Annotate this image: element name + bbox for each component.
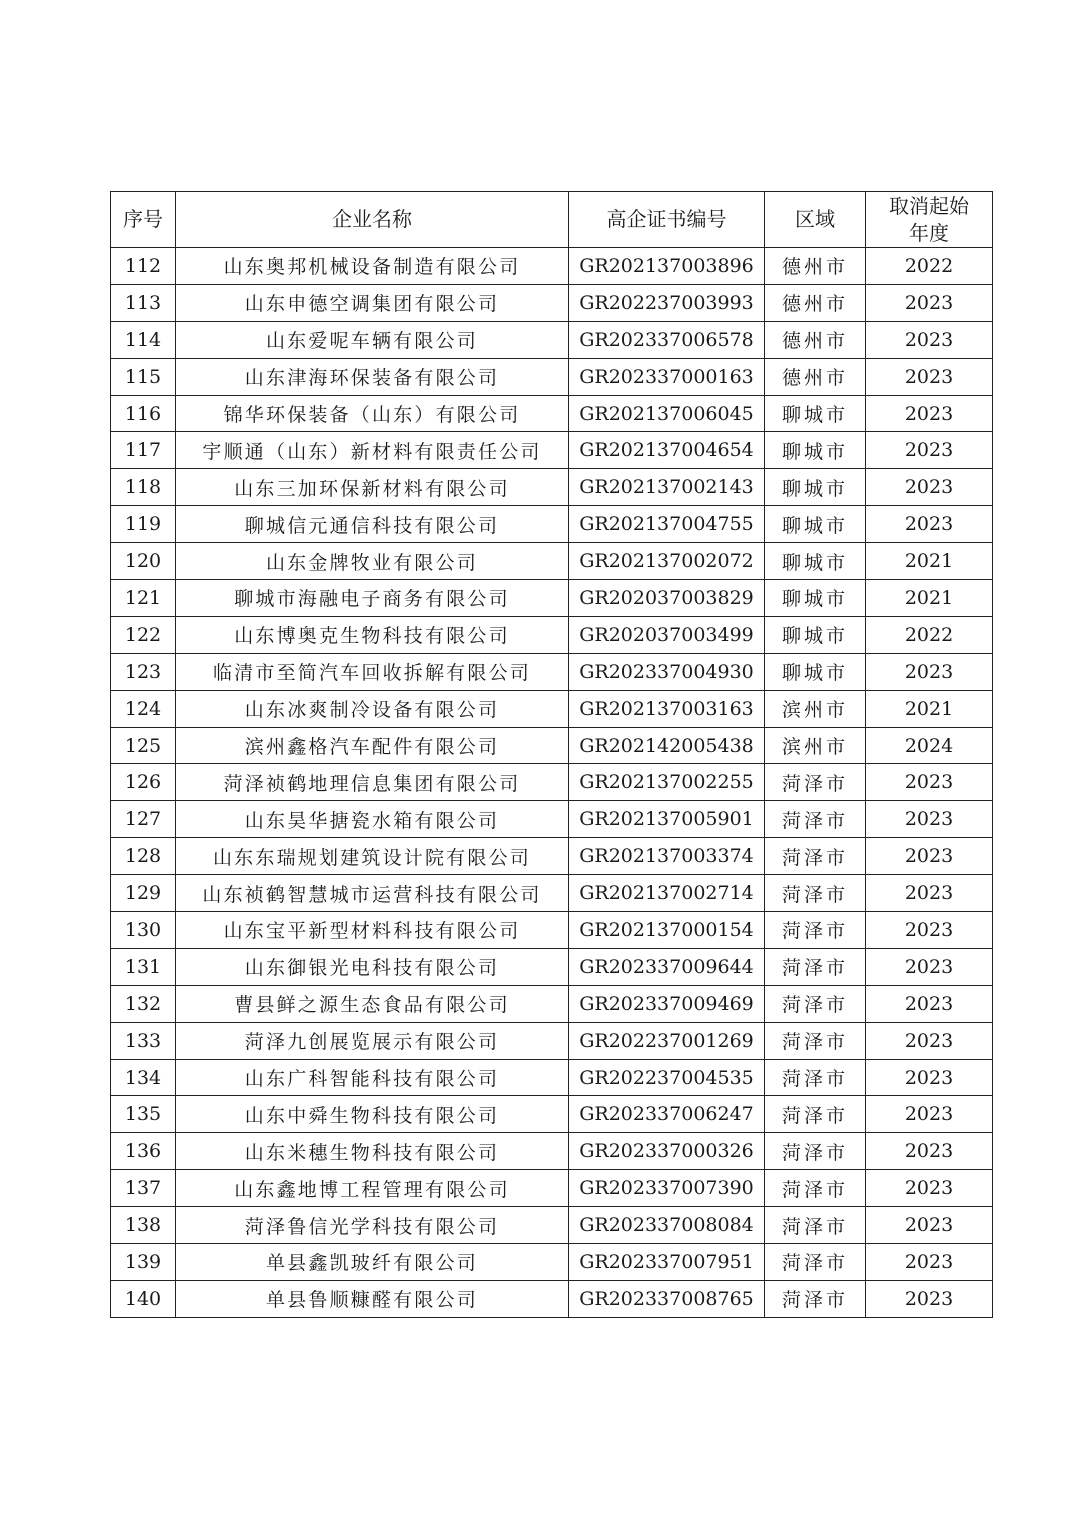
- cell-region: 聊城市: [765, 469, 866, 506]
- cell-cancel-start-year: 2023: [866, 1022, 993, 1059]
- cell-cancel-start-year: 2023: [866, 1170, 993, 1207]
- table-row: [111, 838, 993, 875]
- cell-certificate-number: GR202337000163: [569, 358, 765, 395]
- cell-certificate-number: GR202137000154: [569, 912, 765, 949]
- cell-seq: 139: [111, 1244, 176, 1281]
- cell-region: 聊城市: [765, 580, 866, 617]
- table-row: [111, 395, 993, 432]
- cell-certificate-number: GR202137002072: [569, 543, 765, 580]
- cell-seq: 117: [111, 432, 176, 469]
- cell-cancel-start-year: 2023: [866, 801, 993, 838]
- table-row: [111, 1022, 993, 1059]
- cell-region: 菏泽市: [765, 1096, 866, 1133]
- table-row: [111, 580, 993, 617]
- cell-region: 德州市: [765, 321, 866, 358]
- cell-company-name: 临清市至简汽车回收拆解有限公司: [176, 653, 569, 690]
- cell-company-name: 山东奥邦机械设备制造有限公司: [176, 248, 569, 285]
- cell-seq: 115: [111, 358, 176, 395]
- table-row: [111, 506, 993, 543]
- cell-certificate-number: GR202137002255: [569, 764, 765, 801]
- cell-region: 聊城市: [765, 432, 866, 469]
- cell-seq: 131: [111, 948, 176, 985]
- cell-cancel-start-year: 2023: [866, 948, 993, 985]
- cell-company-name: 山东金牌牧业有限公司: [176, 543, 569, 580]
- cell-certificate-number: GR202137002143: [569, 469, 765, 506]
- cell-seq: 121: [111, 580, 176, 617]
- cell-cancel-start-year: 2023: [866, 1280, 993, 1317]
- cell-cancel-start-year: 2023: [866, 1096, 993, 1133]
- table-row: [111, 1096, 993, 1133]
- cell-certificate-number: GR202137004654: [569, 432, 765, 469]
- cell-seq: 123: [111, 653, 176, 690]
- cell-region: 菏泽市: [765, 838, 866, 875]
- table-row: [111, 1280, 993, 1317]
- cell-region: 聊城市: [765, 653, 866, 690]
- cell-region: 菏泽市: [765, 1059, 866, 1096]
- cell-cancel-start-year: 2021: [866, 543, 993, 580]
- cell-region: 菏泽市: [765, 1022, 866, 1059]
- table-row: [111, 764, 993, 801]
- cell-region: 菏泽市: [765, 1280, 866, 1317]
- cell-cancel-start-year: 2021: [866, 690, 993, 727]
- cell-company-name: 锦华环保装备（山东）有限公司: [176, 395, 569, 432]
- table-header-row: [111, 192, 993, 248]
- cell-region: 菏泽市: [765, 912, 866, 949]
- cell-cancel-start-year: 2023: [866, 506, 993, 543]
- cell-region: 德州市: [765, 284, 866, 321]
- table-row: [111, 469, 993, 506]
- cell-company-name: 菏泽九创展览展示有限公司: [176, 1022, 569, 1059]
- cell-region: 菏泽市: [765, 985, 866, 1022]
- table-row: [111, 948, 993, 985]
- cell-cancel-start-year: 2023: [866, 395, 993, 432]
- cell-cancel-start-year: 2022: [866, 248, 993, 285]
- cell-seq: 125: [111, 727, 176, 764]
- cell-cancel-start-year: 2023: [866, 875, 993, 912]
- table-row: [111, 432, 993, 469]
- table-row: [111, 690, 993, 727]
- cell-cancel-start-year: 2023: [866, 1207, 993, 1244]
- cell-region: 德州市: [765, 248, 866, 285]
- cell-seq: 129: [111, 875, 176, 912]
- cell-cancel-start-year: 2023: [866, 1244, 993, 1281]
- cell-seq: 112: [111, 248, 176, 285]
- cell-certificate-number: GR202037003499: [569, 616, 765, 653]
- cell-certificate-number: GR202337007951: [569, 1244, 765, 1281]
- cell-seq: 140: [111, 1280, 176, 1317]
- table-row: [111, 321, 993, 358]
- table-row: [111, 875, 993, 912]
- cell-company-name: 山东东瑞规划建筑设计院有限公司: [176, 838, 569, 875]
- cell-seq: 138: [111, 1207, 176, 1244]
- cell-company-name: 山东津海环保装备有限公司: [176, 358, 569, 395]
- cell-company-name: 山东御银光电科技有限公司: [176, 948, 569, 985]
- cell-cancel-start-year: 2021: [866, 580, 993, 617]
- table-body: [111, 248, 993, 1318]
- cell-region: 聊城市: [765, 395, 866, 432]
- cell-company-name: 聊城信元通信科技有限公司: [176, 506, 569, 543]
- cell-cancel-start-year: 2023: [866, 838, 993, 875]
- cell-region: 聊城市: [765, 616, 866, 653]
- table-row: [111, 358, 993, 395]
- cell-cancel-start-year: 2023: [866, 985, 993, 1022]
- table-row: [111, 985, 993, 1022]
- cell-certificate-number: GR202237003993: [569, 284, 765, 321]
- cell-region: 聊城市: [765, 543, 866, 580]
- cell-certificate-number: GR202137002714: [569, 875, 765, 912]
- cell-company-name: 山东昊华搪瓷水箱有限公司: [176, 801, 569, 838]
- cell-certificate-number: GR202337009469: [569, 985, 765, 1022]
- cell-cancel-start-year: 2023: [866, 358, 993, 395]
- cell-company-name: 山东宝平新型材料科技有限公司: [176, 912, 569, 949]
- cell-region: 菏泽市: [765, 1133, 866, 1170]
- cell-seq: 128: [111, 838, 176, 875]
- cell-company-name: 宇顺通（山东）新材料有限责任公司: [176, 432, 569, 469]
- revoked-enterprise-table: [110, 191, 993, 1318]
- cell-company-name: 山东中舜生物科技有限公司: [176, 1096, 569, 1133]
- cell-cancel-start-year: 2022: [866, 616, 993, 653]
- cell-cancel-start-year: 2023: [866, 432, 993, 469]
- cell-seq: 118: [111, 469, 176, 506]
- cell-certificate-number: GR202137003896: [569, 248, 765, 285]
- cell-certificate-number: GR202137006045: [569, 395, 765, 432]
- table-row: [111, 1133, 993, 1170]
- cell-certificate-number: GR202137004755: [569, 506, 765, 543]
- cell-seq: 130: [111, 912, 176, 949]
- cell-cancel-start-year: 2023: [866, 469, 993, 506]
- cell-certificate-number: GR202337006247: [569, 1096, 765, 1133]
- cell-company-name: 山东祯鹤智慧城市运营科技有限公司: [176, 875, 569, 912]
- cell-certificate-number: GR202337004930: [569, 653, 765, 690]
- cell-seq: 134: [111, 1059, 176, 1096]
- cell-certificate-number: GR202337006578: [569, 321, 765, 358]
- cell-company-name: 山东米穗生物科技有限公司: [176, 1133, 569, 1170]
- cell-company-name: 菏泽鲁信光学科技有限公司: [176, 1207, 569, 1244]
- cell-certificate-number: GR202237001269: [569, 1022, 765, 1059]
- table-row: [111, 727, 993, 764]
- cell-certificate-number: GR202337000326: [569, 1133, 765, 1170]
- cell-seq: 136: [111, 1133, 176, 1170]
- cell-region: 滨州市: [765, 690, 866, 727]
- cell-company-name: 滨州鑫格汽车配件有限公司: [176, 727, 569, 764]
- table-row: [111, 1059, 993, 1096]
- header-cancel-start-year: [866, 192, 993, 248]
- cell-seq: 132: [111, 985, 176, 1022]
- table-row: [111, 248, 993, 285]
- cell-region: 菏泽市: [765, 875, 866, 912]
- cell-region: 滨州市: [765, 727, 866, 764]
- cell-region: 菏泽市: [765, 1207, 866, 1244]
- header-region: 区域: [765, 192, 866, 248]
- cell-region: 菏泽市: [765, 948, 866, 985]
- cell-region: 菏泽市: [765, 801, 866, 838]
- table-row: [111, 543, 993, 580]
- cell-cancel-start-year: 2023: [866, 284, 993, 321]
- cell-cancel-start-year: 2023: [866, 653, 993, 690]
- cell-certificate-number: GR202137003374: [569, 838, 765, 875]
- cell-certificate-number: GR202137005901: [569, 801, 765, 838]
- cell-company-name: 单县鲁顺糠醛有限公司: [176, 1280, 569, 1317]
- table-row: [111, 616, 993, 653]
- cell-cancel-start-year: 2023: [866, 1059, 993, 1096]
- cell-cancel-start-year: 2023: [866, 764, 993, 801]
- cell-certificate-number: GR202142005438: [569, 727, 765, 764]
- cell-seq: 116: [111, 395, 176, 432]
- cell-seq: 126: [111, 764, 176, 801]
- cell-seq: 119: [111, 506, 176, 543]
- cell-company-name: 单县鑫凯玻纤有限公司: [176, 1244, 569, 1281]
- cell-company-name: 山东冰爽制冷设备有限公司: [176, 690, 569, 727]
- table-row: [111, 653, 993, 690]
- cell-seq: 135: [111, 1096, 176, 1133]
- table-row: [111, 284, 993, 321]
- cell-certificate-number: GR202337007390: [569, 1170, 765, 1207]
- cell-certificate-number: GR202037003829: [569, 580, 765, 617]
- cell-seq: 122: [111, 616, 176, 653]
- cell-seq: 137: [111, 1170, 176, 1207]
- cell-certificate-number: GR202337009644: [569, 948, 765, 985]
- cell-cancel-start-year: 2024: [866, 727, 993, 764]
- table-row: [111, 801, 993, 838]
- table-row: [111, 912, 993, 949]
- cell-company-name: 山东鑫地博工程管理有限公司: [176, 1170, 569, 1207]
- cell-cancel-start-year: 2023: [866, 912, 993, 949]
- cell-seq: 114: [111, 321, 176, 358]
- cell-region: 菏泽市: [765, 764, 866, 801]
- header-seq: 序号: [111, 192, 176, 248]
- table-row: [111, 1207, 993, 1244]
- header-cancel-start-year-line1: 取消起始: [889, 193, 969, 218]
- cell-certificate-number: GR202337008765: [569, 1280, 765, 1317]
- cell-region: 德州市: [765, 358, 866, 395]
- cell-company-name: 山东申德空调集团有限公司: [176, 284, 569, 321]
- cell-seq: 113: [111, 284, 176, 321]
- cell-seq: 133: [111, 1022, 176, 1059]
- cell-company-name: 山东广科智能科技有限公司: [176, 1059, 569, 1096]
- header-company-name: 企业名称: [176, 192, 569, 248]
- cell-certificate-number: GR202237004535: [569, 1059, 765, 1096]
- cell-certificate-number: GR202337008084: [569, 1207, 765, 1244]
- cell-company-name: 聊城市海融电子商务有限公司: [176, 580, 569, 617]
- cell-cancel-start-year: 2023: [866, 321, 993, 358]
- cell-region: 菏泽市: [765, 1244, 866, 1281]
- cell-company-name: 山东爱呢车辆有限公司: [176, 321, 569, 358]
- table-row: [111, 1244, 993, 1281]
- cell-region: 菏泽市: [765, 1170, 866, 1207]
- cell-seq: 124: [111, 690, 176, 727]
- cell-certificate-number: GR202137003163: [569, 690, 765, 727]
- cell-company-name: 菏泽祯鹤地理信息集团有限公司: [176, 764, 569, 801]
- header-certificate-number: 高企证书编号: [569, 192, 765, 248]
- table-row: [111, 1170, 993, 1207]
- cell-company-name: 山东三加环保新材料有限公司: [176, 469, 569, 506]
- cell-region: 聊城市: [765, 506, 866, 543]
- cell-company-name: 曹县鲜之源生态食品有限公司: [176, 985, 569, 1022]
- cell-company-name: 山东博奥克生物科技有限公司: [176, 616, 569, 653]
- cell-seq: 127: [111, 801, 176, 838]
- cell-seq: 120: [111, 543, 176, 580]
- cell-cancel-start-year: 2023: [866, 1133, 993, 1170]
- header-cancel-start-year-line2: 年度: [909, 220, 949, 245]
